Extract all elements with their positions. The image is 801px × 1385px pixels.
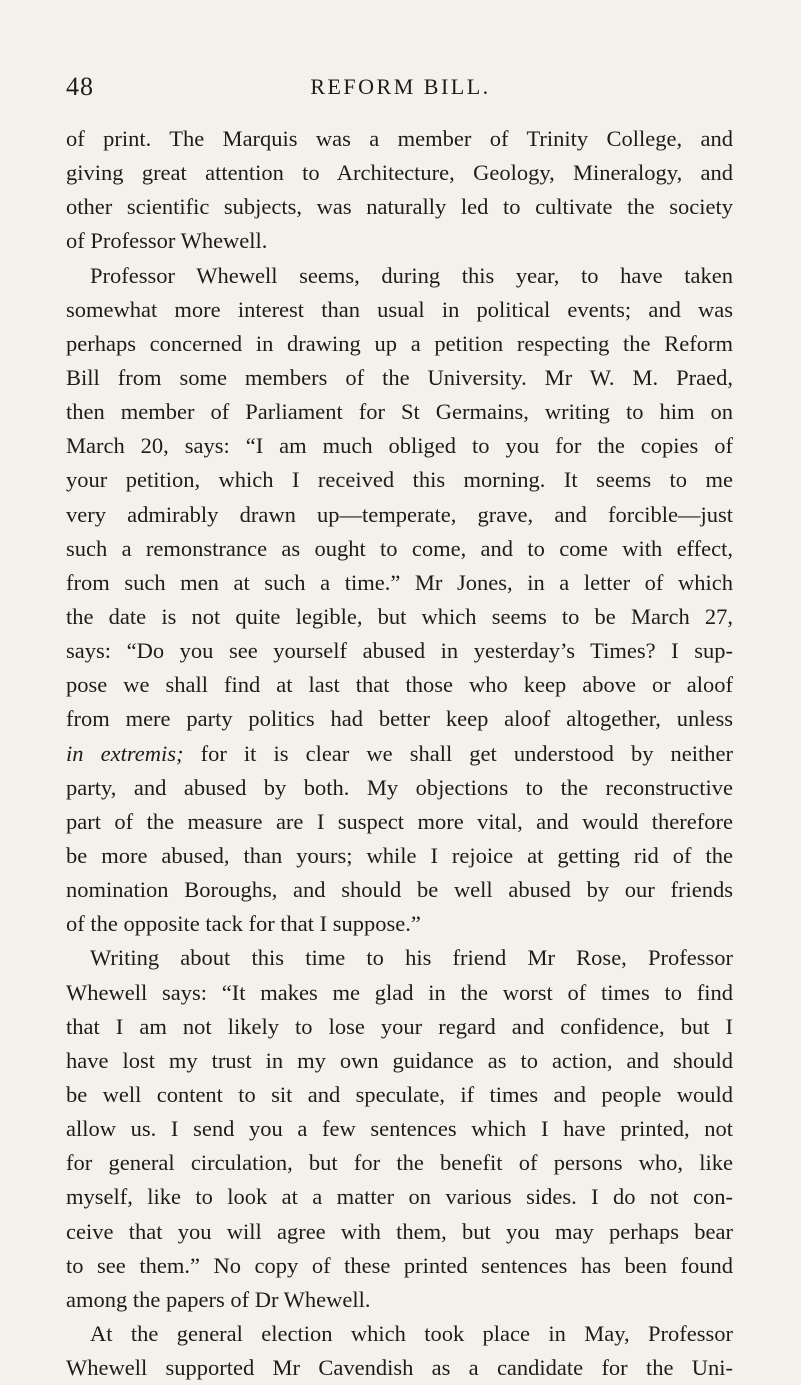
- text-line: such a remonstrance as ought to come, and to come with effect,: [66, 535, 733, 561]
- text-line: pose we shall find at last that those who keep above or aloof: [66, 672, 733, 698]
- text-line: of print. The Marquis was a member of Trinity College, and: [66, 126, 733, 151]
- text-line: Bill from some members of the University. Mr W. M. Praed,: [66, 364, 733, 390]
- text-line: giving great attention to Architecture, Geology, Mineralogy, and: [66, 160, 733, 186]
- text-line: ceive that you will agree with them, but you may perhaps bear: [66, 1218, 733, 1244]
- text-line: myself, like to look at a matter on various sides. I do not con-: [66, 1184, 733, 1210]
- text-line: then member of Parliament for St Germains, writing to him on: [66, 399, 733, 425]
- text-line: that I am not likely to lose your regard and confidence, but I: [66, 1013, 733, 1039]
- text-line: be more abused, than yours; while I rejoice at getting rid of the: [66, 842, 733, 868]
- text-line: to see them.” No copy of these printed sentences has been found: [66, 1252, 733, 1278]
- text-line: March 20, says: “I am much obliged to you for the copies of: [66, 433, 733, 459]
- text-line: somewhat more interest than usual in political events; and was: [66, 296, 733, 322]
- text-line: perhaps concerned in drawing up a petition respecting the Reform: [66, 330, 733, 356]
- text-line: party, and abused by both. My objections to the reconstructive: [66, 774, 733, 800]
- text-line: from mere party politics had better keep aloof altogether, unless: [66, 706, 733, 732]
- text-line: says: “Do you see yourself abused in yesterday’s Times? I sup-: [66, 638, 733, 664]
- text-line: At the general election which took place in May, Professor: [90, 1320, 733, 1346]
- text-line: be well content to sit and speculate, if times and people would: [66, 1081, 733, 1107]
- text-line: Writing about this time to his friend Mr Rose, Professor: [90, 945, 733, 971]
- text-line: from such men at such a time.” Mr Jones, in a letter of which: [66, 569, 733, 595]
- text-line: among the papers of Dr Whewell.: [66, 1286, 371, 1312]
- text-line: the date is not quite legible, but which seems to be March 27,: [66, 603, 733, 629]
- text-line: other scientific subjects, was naturally led to cultivate the society: [66, 194, 733, 220]
- text-line: Whewell supported Mr Cavendish as a candidate for the Uni-: [66, 1355, 733, 1381]
- body-text: [66, 122, 733, 1385]
- italic-phrase: in extremis;: [66, 740, 184, 766]
- page-number: 48: [66, 72, 94, 101]
- text-line: of Professor Whewell.: [66, 228, 268, 254]
- text-line: allow us. I send you a few sentences which I have printed, not: [66, 1116, 733, 1142]
- page-header: [0, 72, 801, 108]
- text-line: very admirably drawn up—temperate, grave, and forcible—just: [66, 501, 733, 527]
- text-line: Professor Whewell seems, during this year, to have taken: [90, 262, 733, 288]
- text-line: Whewell says: “It makes me glad in the worst of times to find: [66, 979, 733, 1005]
- running-head: REFORM BILL.: [310, 74, 491, 99]
- text-line: have lost my trust in my own guidance as to action, and should: [66, 1047, 733, 1073]
- text-line: of the opposite tack for that I suppose.”: [66, 911, 421, 937]
- text-line: your petition, which I received this morning. It seems to me: [66, 467, 733, 493]
- text-line: for general circulation, but for the benefit of persons who, like: [66, 1150, 733, 1176]
- text-line-rest: for it is clear we shall get understood by neither: [183, 740, 734, 766]
- text-line: nomination Boroughs, and should be well abused by our friends: [66, 877, 733, 903]
- text-line: part of the measure are I suspect more vital, and would therefore: [66, 808, 733, 834]
- text-line: [66, 737, 733, 771]
